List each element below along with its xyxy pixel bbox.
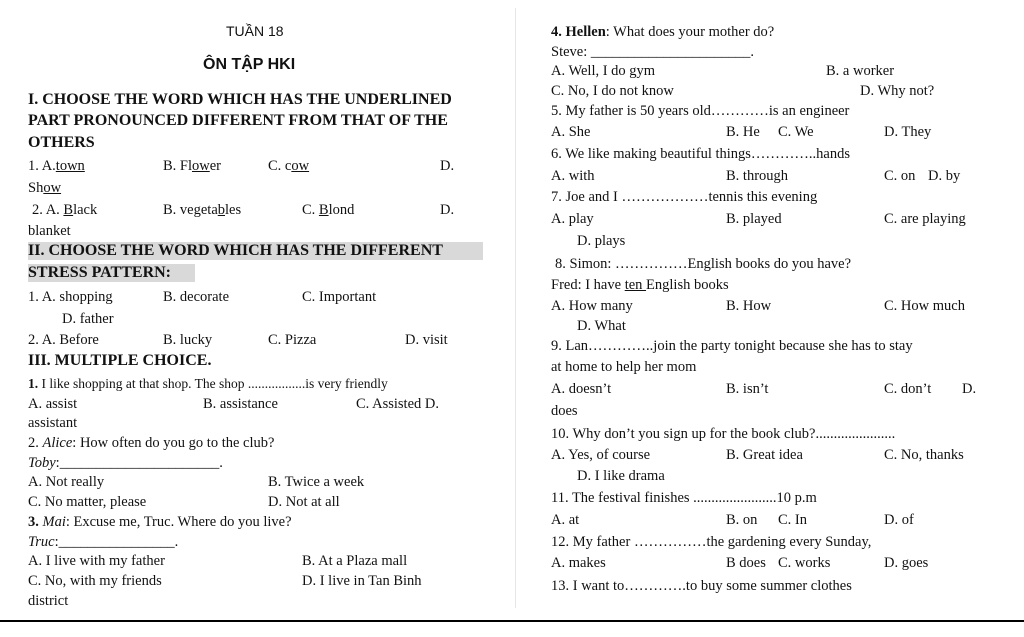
q12-stem: 12. My father ……………the gardening every Sunday, [551,534,872,550]
s1-q1-option-d-label: D. [440,158,455,174]
s2-q2-option-d: D. visit [405,332,448,348]
q9-stem-cont: at home to help her mom [551,359,697,375]
q6-stem: 6. We like making beautiful things…………..hands [551,146,850,162]
q2-option-d: D. Not at all [268,494,340,510]
q1-stem: 1. I like shopping at that shop. The shop .................is very friendly [28,376,388,391]
s2-q1-option-b: B. decorate [163,289,230,305]
q10-option-a: A. Yes, of course [551,447,651,463]
q4-option-c: C. No, I do not know [551,83,674,99]
q9-option-a: A. doesn’t [551,381,612,397]
q8-option-b: B. How [726,298,772,314]
q8-stem: 8. Simon: ……………English books do you have? [555,256,852,272]
q7-option-a: A. play [551,211,594,227]
q13-stem: 13. I want to………….to buy some summer clothes [551,578,852,594]
section1-heading-line1: I. CHOOSE THE WORD WHICH HAS THE UNDERLINED [28,91,452,108]
q3-reply: Truc:________________. [28,534,179,550]
q2-option-a: A. Not really [28,474,105,490]
q9-option-d-cont: does [551,403,578,419]
q12-option-c: C. works [778,555,831,571]
q7-option-b: B. played [726,211,782,227]
s1-q2-option-c: C. Blond [302,202,355,218]
q9-option-d: D. [962,381,977,397]
q4-option-b: B. a worker [826,63,895,79]
q1-option-d: assistant [28,415,78,431]
s2-q1-option-d: D. father [62,311,114,327]
s1-q2-option-a: 2. A. Black [32,202,98,218]
q7-option-d: D. plays [577,233,626,249]
s2-q2-option-b: B. lucky [163,332,213,348]
q9-option-c: C. don’t [884,381,932,397]
q10-stem: 10. Why don’t you sign up for the book club?...................... [551,426,896,442]
q9-stem: 9. Lan…………..join the party tonight because she has to stay [551,338,913,354]
q8-option-d: D. What [577,318,626,334]
s1-q2-option-d-word: blanket [28,223,71,239]
q12-option-b: B does [726,555,766,571]
q3-option-b: B. At a Plaza mall [302,553,408,569]
section3-heading: III. MULTIPLE CHOICE. [28,352,212,369]
q4-reply: Steve: ______________________. [551,44,754,60]
s1-q2-option-b: B. vegetables [163,202,242,218]
s1-q1-option-d-word: Show [28,180,62,196]
q3-option-a: A. I live with my father [28,553,165,569]
s2-q1-option-c: C. Important [302,289,377,305]
q11-option-a: A. at [551,512,580,528]
q4-option-d: D. Why not? [860,83,935,99]
s1-q1-option-c: C. cow [268,158,310,174]
q2-stem: 2. Alice: How often do you go to the club? [28,435,275,451]
s2-q1-option-a: 1. A. shopping [28,289,113,305]
section2-heading-line2: STRESS PATTERN: [28,264,195,282]
q6-option-c: C. on [884,168,916,184]
q3-option-c: C. No, with my friends [28,573,162,589]
page-title: ÔN TẬP HKI [203,56,296,73]
q11-option-c: C. In [778,512,807,528]
q11-stem: 11. The festival finishes .......................10 p.m [551,490,817,506]
q11-option-b: B. on [726,512,758,528]
s1-q1-option-a: 1. A.town [28,158,85,174]
q6-option-d: D. by [928,168,961,184]
section1-heading-line2: PART PRONOUNCED DIFFERENT FROM THAT OF THE [28,112,448,129]
q6-option-b: B. through [726,168,789,184]
q2-option-b: B. Twice a week [268,474,365,490]
s2-q2-option-c: C. Pizza [268,332,317,348]
q12-option-d: D. goes [884,555,929,571]
q1-option-b: B. assistance [203,396,278,412]
s1-q2-option-d-label: D. [440,202,455,218]
q5-option-a: A. She [551,124,591,140]
q12-option-a: A. makes [551,555,606,571]
q5-option-d: D. They [884,124,932,140]
s1-q1-option-b: B. Flower [163,158,222,174]
section1-heading-line3: OTHERS [28,134,95,151]
q1-option-c: C. Assisted D. [356,396,439,412]
section2-heading-line1: II. CHOOSE THE WORD WHICH HAS THE DIFFERENT [28,242,483,260]
q8-option-c: C. How much [884,298,965,314]
q9-option-b: B. isn’t [726,381,769,397]
q7-stem: 7. Joe and I ………………tennis this evening [551,189,818,205]
s2-q2-option-a: 2. A. Before [28,332,99,348]
q3-stem: 3. Mai: Excuse me, Truc. Where do you live? [28,514,292,530]
q3-option-d: D. I live in Tan Binh [302,573,422,589]
q2-reply: Toby:______________________. [28,455,223,471]
q2-option-c: C. No matter, please [28,494,147,510]
q10-option-b: B. Great idea [726,447,803,463]
q8-reply: Fred: I have ten English books [551,277,729,293]
q5-option-b: B. He [726,124,760,140]
q10-option-d: D. I like drama [577,468,665,484]
q5-stem: 5. My father is 50 years old…………is an engineer [551,103,850,119]
q1-option-a: A. assist [28,396,78,412]
q7-option-c: C. are playing [884,211,966,227]
q5-option-c: C. We [778,124,814,140]
q11-option-d: D. of [884,512,914,528]
week-label: TUẦN 18 [226,23,284,39]
q3-option-d-cont: district [28,593,69,609]
q4-stem: 4. Hellen: What does your mother do? [551,24,775,40]
column-divider [515,8,516,608]
page-bottom-rule [0,620,1024,622]
q6-option-a: A. with [551,168,595,184]
q4-option-a: A. Well, I do gym [551,63,656,79]
q8-option-a: A. How many [551,298,633,314]
q10-option-c: C. No, thanks [884,447,964,463]
